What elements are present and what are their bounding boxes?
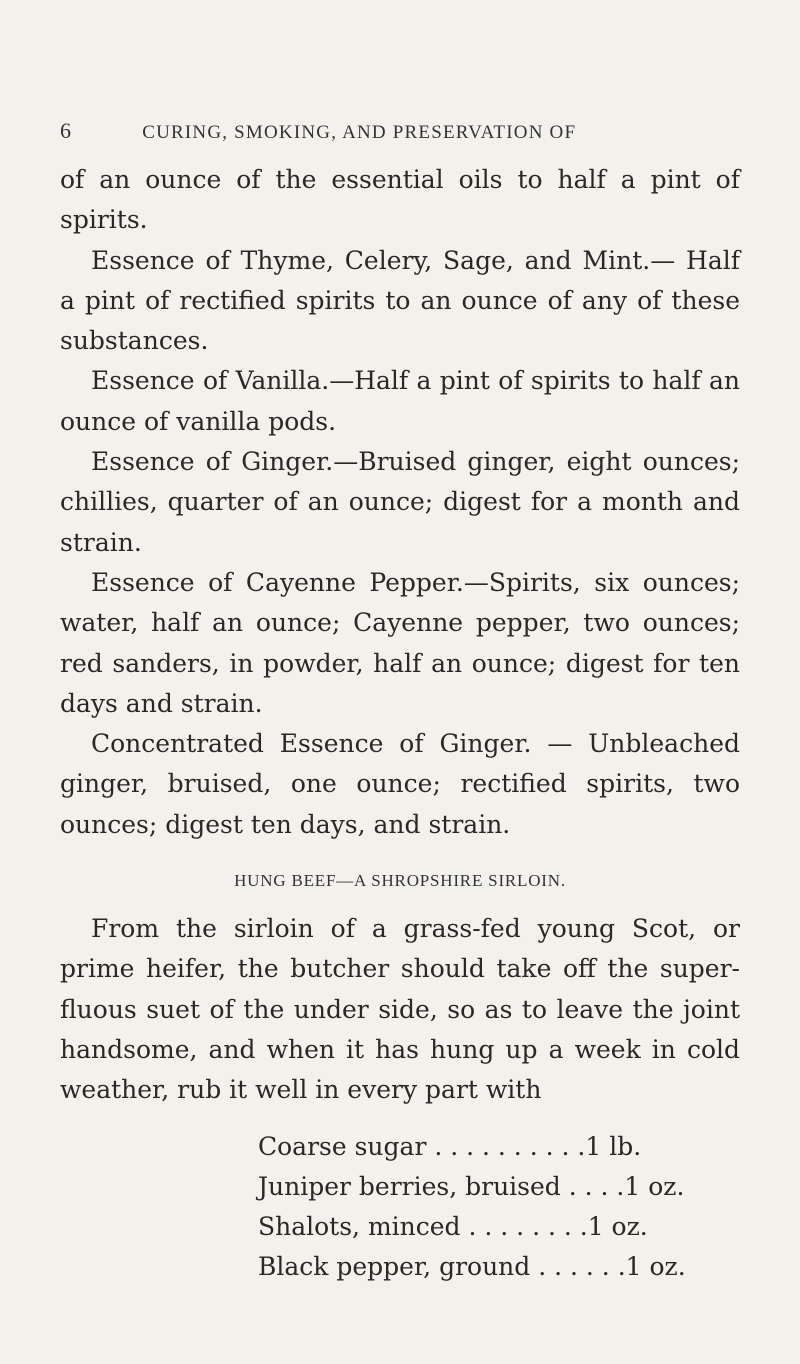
- ingredient-quantity: 1 lb.: [585, 1131, 642, 1161]
- paragraph-essence-vanilla: Essence of Vanilla.—Half a pint of spirits to half an ounce of vanilla pods.: [60, 366, 740, 436]
- paragraph-hung-beef: From the sirloin of a grass-fed young Scot, or prime heifer, the butcher should take off the super-fluous suet of the under side, so as to leave the joint handsome, and when it has hung up a week in cold weather, rub it well in every part with: [60, 914, 740, 1105]
- ingredient-name: Black pepper, ground . . . . . .: [258, 1251, 626, 1281]
- ingredient-quantity: 1 oz.: [624, 1171, 685, 1201]
- ingredient-row: [258, 1167, 685, 1207]
- ingredient-quantity: 1 oz.: [587, 1211, 648, 1241]
- paragraph-essence-cayenne: Essence of Cayenne Pepper.—Spirits, six ounces; water, half an ounce; Cayenne pepper, two ounces; red sanders, in powder, half an ounce; digest for ten days and strain.: [60, 567, 740, 718]
- ingredient-row: [258, 1207, 648, 1247]
- section-heading: HUNG BEEF—A SHROPSHIRE SIRLOIN.: [234, 871, 566, 891]
- running-title: CURING, SMOKING, AND PRESERVATION OF: [142, 122, 577, 143]
- paragraph-concentrated-ginger: Concentrated Essence of Ginger. — Unbleached ginger, bruised, one ounce; rectified spirits, two ounces; digest ten days, and strain.: [60, 729, 740, 839]
- paragraph-essence-ginger: Essence of Ginger.—Bruised ginger, eight ounces; chillies, quarter of an ounce; digest for a month and strain.: [60, 447, 740, 557]
- ingredient-row: [258, 1247, 686, 1287]
- ingredient-name: Shalots, minced . . . . . . . .: [258, 1211, 588, 1241]
- ingredient-row: [258, 1127, 640, 1167]
- ingredient-list: [258, 1127, 686, 1287]
- paragraph-continuation: of an ounce of the essential oils to half a pint of spirits.: [60, 165, 740, 235]
- paragraph-essence-thyme: Essence of Thyme, Celery, Sage, and Mint.— Half a pint of rectified spirits to an ounce of any of these substances.: [60, 245, 740, 356]
- running-head: [60, 118, 740, 144]
- page-number: 6: [60, 118, 73, 143]
- ingredient-name: Coarse sugar . . . . . . . . . .: [258, 1131, 586, 1161]
- page-body: [60, 160, 740, 1287]
- ingredient-quantity: 1 oz.: [625, 1251, 686, 1281]
- ingredient-name: Juniper berries, bruised . . . .: [258, 1171, 625, 1201]
